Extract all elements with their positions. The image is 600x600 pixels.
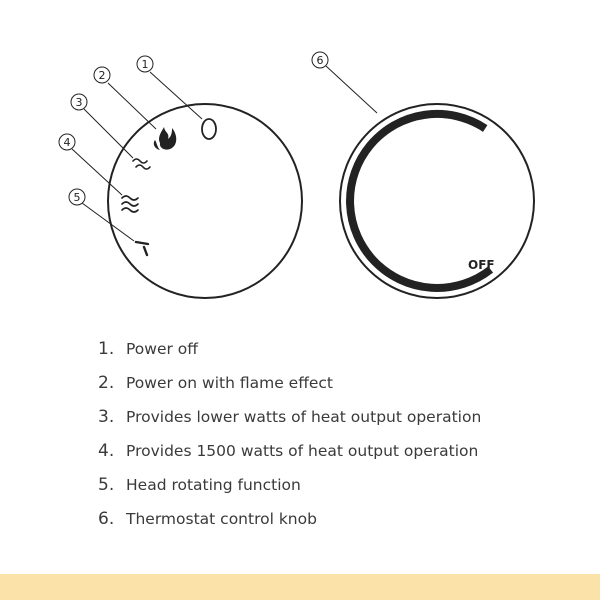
legend-item: 2. Power on with flame effect xyxy=(98,373,334,393)
callout-6 xyxy=(312,52,328,68)
svg-text:1: 1 xyxy=(141,58,149,71)
low-heat-icon xyxy=(133,159,150,169)
legend-item: 5. Head rotating function xyxy=(98,475,301,495)
leader-lines xyxy=(72,66,377,241)
callout-4 xyxy=(59,134,75,150)
off-label: OFF xyxy=(468,258,495,272)
svg-text:6: 6 xyxy=(316,54,324,67)
callout-2 xyxy=(94,67,110,83)
thermostat-knob xyxy=(340,104,534,298)
high-heat-icon xyxy=(122,196,138,212)
function-knob xyxy=(108,104,302,298)
bottom-band xyxy=(0,574,600,600)
power-off-icon xyxy=(202,119,216,139)
callout-5 xyxy=(69,189,85,205)
legend-item: 4. Provides 1500 watts of heat output operation xyxy=(98,441,479,461)
legend-item: 3. Provides lower watts of heat output operation xyxy=(98,407,482,427)
svg-text:5: 5 xyxy=(73,191,81,204)
legend-list xyxy=(98,336,481,540)
rotation-icon xyxy=(136,242,148,255)
flame-icon xyxy=(154,127,176,150)
callout-3 xyxy=(71,94,87,110)
svg-text:4: 4 xyxy=(63,136,71,149)
legend-item: 1. Power off xyxy=(98,339,198,359)
callout-1 xyxy=(137,56,153,72)
legend-item: 6. Thermostat control knob xyxy=(98,509,317,529)
svg-text:2: 2 xyxy=(98,69,106,82)
svg-text:3: 3 xyxy=(75,96,83,109)
